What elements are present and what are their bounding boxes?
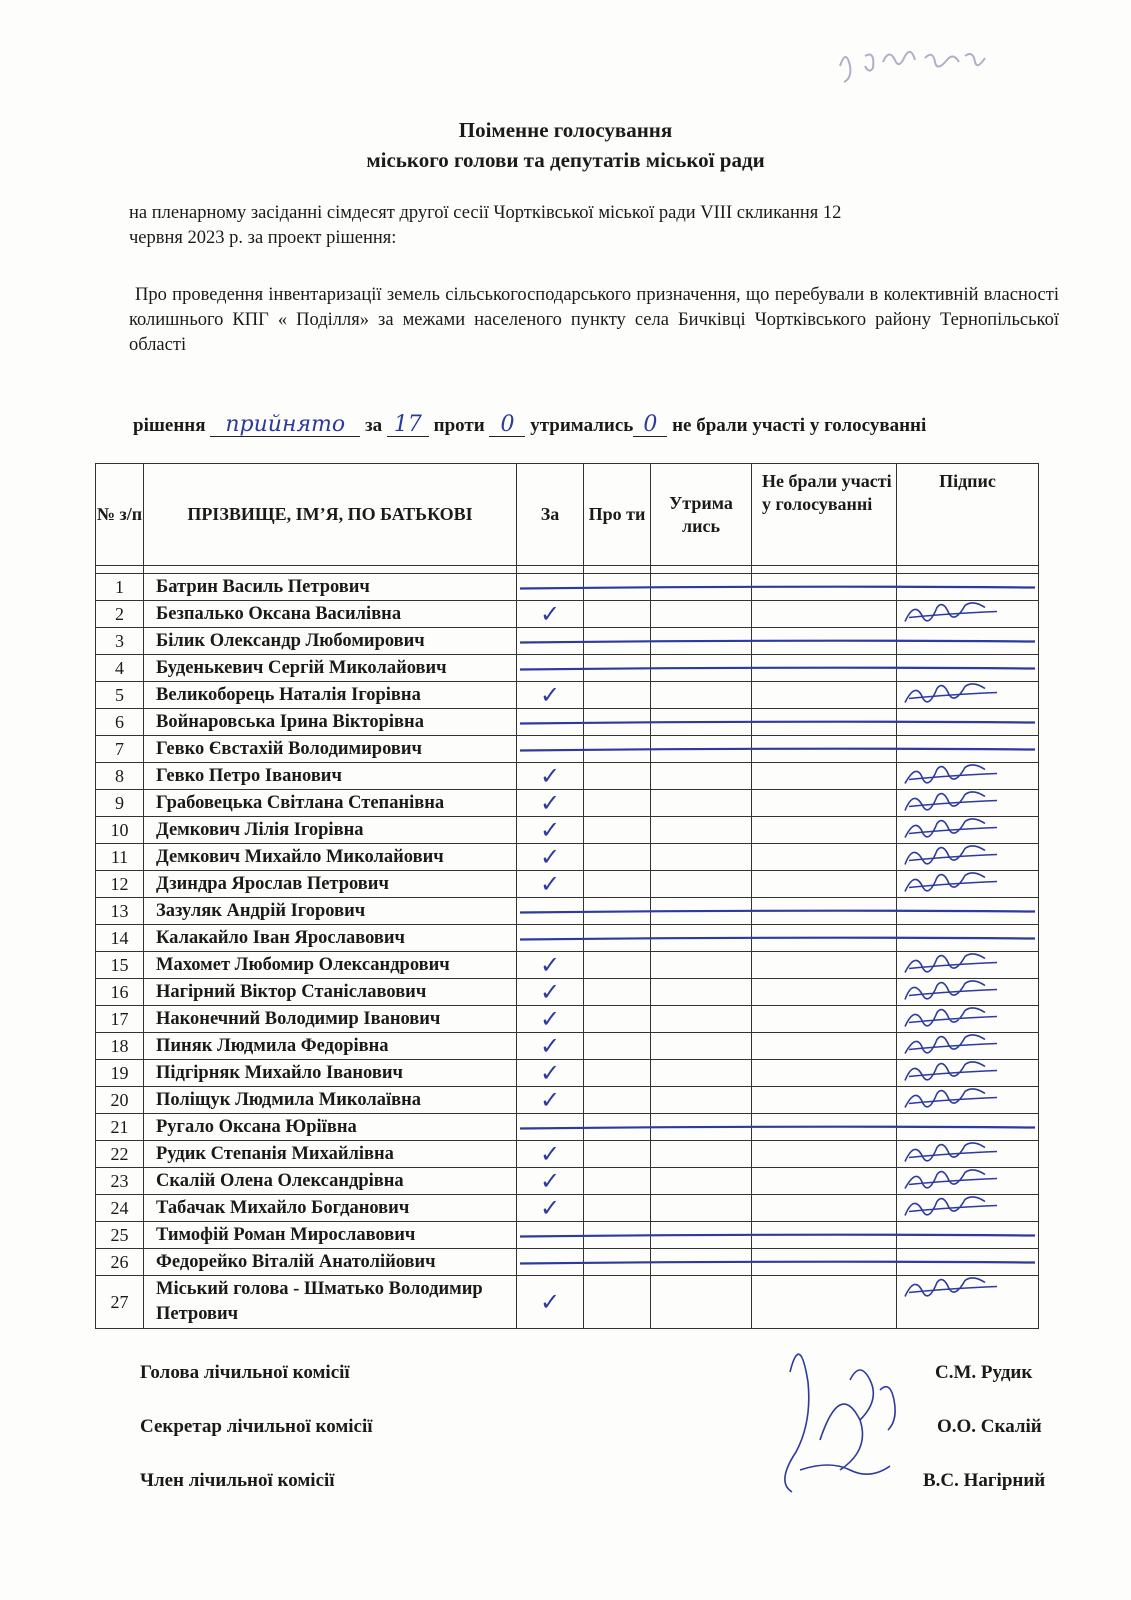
row-abstained xyxy=(651,1141,752,1168)
row-for xyxy=(517,1060,584,1087)
row-not-voted xyxy=(752,1195,897,1222)
row-name: Батрин Василь Петрович xyxy=(144,574,517,601)
row-signature xyxy=(897,871,1039,898)
row-for xyxy=(517,790,584,817)
row-name: Скалій Олена Олександрівна xyxy=(144,1168,517,1195)
row-name: Буденькевич Сергій Миколайович xyxy=(144,655,517,682)
row-signature xyxy=(897,925,1039,952)
row-signature xyxy=(897,655,1039,682)
row-num: 22 xyxy=(96,1141,144,1168)
row-num: 7 xyxy=(96,736,144,763)
row-not-voted xyxy=(752,844,897,871)
draft-decision-subject: Про проведення інвентаризації земель сільськогосподарського призначення, що перебували в колективній власності колишнього КПГ « Поділля» за межами населеного пункту села Бичківці Чортківського району Тернопільської області xyxy=(129,285,1059,355)
check-mark-icon: ✓ xyxy=(539,789,561,817)
intro-line-1: на пленарному засіданні сімдесят другої сесії Чортківської міської ради VIII скликання 12 xyxy=(129,203,842,223)
table-row xyxy=(96,1060,1039,1087)
row-signature xyxy=(897,1276,1039,1329)
row-against xyxy=(584,1114,651,1141)
table-row xyxy=(96,628,1039,655)
row-abstained xyxy=(651,979,752,1006)
row-abstained xyxy=(651,763,752,790)
secretary-name: О.О. Скалій xyxy=(937,1416,1042,1437)
row-num: 8 xyxy=(96,763,144,790)
row-abstained xyxy=(651,655,752,682)
row-num: 5 xyxy=(96,682,144,709)
row-name: Гевко Євстахій Володимирович xyxy=(144,736,517,763)
member-name: В.С. Нагірний xyxy=(923,1470,1046,1491)
row-signature xyxy=(897,1141,1039,1168)
row-for xyxy=(517,1141,584,1168)
table-row xyxy=(96,1249,1039,1276)
row-signature xyxy=(897,844,1039,871)
check-mark-icon: ✓ xyxy=(539,1005,561,1033)
not-voted-label: не брали участі у голосуванні xyxy=(672,415,927,436)
table-row xyxy=(96,979,1039,1006)
row-against xyxy=(584,898,651,925)
table-body xyxy=(96,574,1039,1329)
row-against xyxy=(584,1195,651,1222)
row-abstained xyxy=(651,925,752,952)
row-name: Калакайло Іван Ярославович xyxy=(144,925,517,952)
row-against xyxy=(584,682,651,709)
row-not-voted xyxy=(752,871,897,898)
row-not-voted xyxy=(752,709,897,736)
row-name: Войнаровська Ірина Вікторівна xyxy=(144,709,517,736)
row-num: 24 xyxy=(96,1195,144,1222)
row-num: 17 xyxy=(96,1006,144,1033)
check-mark-icon: ✓ xyxy=(539,1032,561,1060)
row-name: Пиняк Людмила Федорівна xyxy=(144,1033,517,1060)
row-signature xyxy=(897,628,1039,655)
table-row xyxy=(96,1114,1039,1141)
row-abstained xyxy=(651,574,752,601)
row-abstained xyxy=(651,1114,752,1141)
row-signature xyxy=(897,1087,1039,1114)
decision-value: прийнято xyxy=(225,412,346,437)
row-abstained xyxy=(651,952,752,979)
table-row xyxy=(96,952,1039,979)
check-mark-icon: ✓ xyxy=(539,1288,561,1316)
against-count: 0 xyxy=(500,412,515,437)
row-not-voted xyxy=(752,1060,897,1087)
row-abstained xyxy=(651,817,752,844)
row-signature xyxy=(897,817,1039,844)
check-mark-icon: ✓ xyxy=(539,1140,561,1168)
row-name: Наконечний Володимир Іванович xyxy=(144,1006,517,1033)
check-mark-icon: ✓ xyxy=(539,600,561,628)
row-abstained xyxy=(651,601,752,628)
row-abstained xyxy=(651,1195,752,1222)
row-for xyxy=(517,1033,584,1060)
row-not-voted xyxy=(752,898,897,925)
row-signature xyxy=(897,1006,1039,1033)
row-abstained xyxy=(651,1033,752,1060)
chair-name: С.М. Рудик xyxy=(935,1362,1033,1383)
row-against xyxy=(584,1276,651,1329)
row-against xyxy=(584,844,651,871)
table-row xyxy=(96,790,1039,817)
check-mark-icon: ✓ xyxy=(539,1086,561,1114)
row-signature xyxy=(897,601,1039,628)
row-for xyxy=(517,952,584,979)
row-name: Міський голова - Шматько Володимир Петрович xyxy=(144,1276,517,1329)
row-against xyxy=(584,1141,651,1168)
table-row xyxy=(96,1006,1039,1033)
header-abstained: Утрима лись xyxy=(651,464,752,566)
row-for xyxy=(517,682,584,709)
table-row xyxy=(96,817,1039,844)
row-name: Рудик Степанія Михайлівна xyxy=(144,1141,517,1168)
row-signature xyxy=(897,979,1039,1006)
row-num: 12 xyxy=(96,871,144,898)
row-not-voted xyxy=(752,1141,897,1168)
table-row xyxy=(96,574,1039,601)
row-name: Білик Олександр Любомирович xyxy=(144,628,517,655)
row-not-voted xyxy=(752,925,897,952)
row-not-voted xyxy=(752,979,897,1006)
check-mark-icon: ✓ xyxy=(539,1194,561,1222)
row-abstained xyxy=(651,790,752,817)
row-name: Безпалько Оксана Василівна xyxy=(144,601,517,628)
roll-call-table xyxy=(95,463,1039,1329)
row-name: Демкович Михайло Миколайович xyxy=(144,844,517,871)
decision-label: рішення xyxy=(133,415,206,436)
row-for xyxy=(517,925,584,952)
row-not-voted xyxy=(752,628,897,655)
row-not-voted xyxy=(752,574,897,601)
row-name: Демкович Лілія Ігорівна xyxy=(144,817,517,844)
row-not-voted xyxy=(752,952,897,979)
row-for xyxy=(517,1006,584,1033)
row-for xyxy=(517,1249,584,1276)
table-row xyxy=(96,601,1039,628)
table-row xyxy=(96,1168,1039,1195)
row-not-voted xyxy=(752,1168,897,1195)
row-against xyxy=(584,952,651,979)
table-row xyxy=(96,763,1039,790)
abstained-label: утримались xyxy=(530,415,634,436)
row-against xyxy=(584,763,651,790)
row-num: 21 xyxy=(96,1114,144,1141)
row-against xyxy=(584,628,651,655)
row-against xyxy=(584,601,651,628)
row-for xyxy=(517,898,584,925)
row-name: Дзиндра Ярослав Петрович xyxy=(144,871,517,898)
check-mark-icon: ✓ xyxy=(539,816,561,844)
row-against xyxy=(584,1006,651,1033)
handwritten-corner-note xyxy=(835,36,1005,86)
row-for xyxy=(517,763,584,790)
row-abstained xyxy=(651,1168,752,1195)
row-for xyxy=(517,871,584,898)
row-for xyxy=(517,1276,584,1329)
row-against xyxy=(584,1222,651,1249)
check-mark-icon: ✓ xyxy=(539,870,561,898)
commission-signatures xyxy=(785,1354,895,1492)
row-num: 3 xyxy=(96,628,144,655)
row-name: Тимофій Роман Мирославович xyxy=(144,1222,517,1249)
abstained-count: 0 xyxy=(643,412,658,437)
row-name: Гевко Петро Іванович xyxy=(144,763,517,790)
row-num: 16 xyxy=(96,979,144,1006)
row-signature xyxy=(897,1249,1039,1276)
check-mark-icon: ✓ xyxy=(539,1059,561,1087)
row-signature xyxy=(897,898,1039,925)
row-against xyxy=(584,1033,651,1060)
header-signature: Підпис xyxy=(897,464,1039,566)
row-not-voted xyxy=(752,601,897,628)
row-num: 15 xyxy=(96,952,144,979)
table-row xyxy=(96,1222,1039,1249)
row-abstained xyxy=(651,1060,752,1087)
row-against xyxy=(584,1249,651,1276)
secretary-role: Секретар лічильної комісії xyxy=(140,1416,373,1437)
row-name: Грабовецька Світлана Степанівна xyxy=(144,790,517,817)
row-name: Махомет Любомир Олександрович xyxy=(144,952,517,979)
row-signature xyxy=(897,1195,1039,1222)
row-for xyxy=(517,1195,584,1222)
row-name: Федорейко Віталій Анатолійович xyxy=(144,1249,517,1276)
check-mark-icon: ✓ xyxy=(539,951,561,979)
row-abstained xyxy=(651,1222,752,1249)
row-name: Нагірний Віктор Станіславович xyxy=(144,979,517,1006)
header-name: ПРІЗВИЩЕ, ІМ’Я, ПО БАТЬКОВІ xyxy=(144,464,517,566)
check-mark-icon: ✓ xyxy=(539,762,561,790)
row-abstained xyxy=(651,1249,752,1276)
row-name: Поліщук Людмила Миколаївна xyxy=(144,1087,517,1114)
row-for xyxy=(517,574,584,601)
row-signature xyxy=(897,682,1039,709)
row-abstained xyxy=(651,736,752,763)
decision-summary xyxy=(133,414,926,437)
row-against xyxy=(584,925,651,952)
row-abstained xyxy=(651,844,752,871)
row-name: Табачак Михайло Богданович xyxy=(144,1195,517,1222)
row-not-voted xyxy=(752,763,897,790)
row-name: Великоборець Наталія Ігорівна xyxy=(144,682,517,709)
row-abstained xyxy=(651,871,752,898)
check-mark-icon: ✓ xyxy=(539,1167,561,1195)
row-abstained xyxy=(651,628,752,655)
header-num: № з/п xyxy=(96,464,144,566)
row-not-voted xyxy=(752,817,897,844)
header-for: За xyxy=(517,464,584,566)
row-for xyxy=(517,736,584,763)
row-abstained xyxy=(651,1087,752,1114)
row-for xyxy=(517,601,584,628)
for-label: за xyxy=(365,415,383,436)
row-against xyxy=(584,871,651,898)
table-row xyxy=(96,736,1039,763)
row-num: 9 xyxy=(96,790,144,817)
row-num: 25 xyxy=(96,1222,144,1249)
member-role: Член лічильної комісії xyxy=(140,1470,335,1491)
page-title-line-1: Поіменне голосування xyxy=(458,118,673,142)
page-title-line-2: міського голови та депутатів міської ради xyxy=(366,148,765,172)
table-row xyxy=(96,682,1039,709)
table-row xyxy=(96,1087,1039,1114)
row-num: 13 xyxy=(96,898,144,925)
row-for xyxy=(517,628,584,655)
row-signature xyxy=(897,1060,1039,1087)
row-name: Ругало Оксана Юріївна xyxy=(144,1114,517,1141)
row-name: Зазуляк Андрій Ігорович xyxy=(144,898,517,925)
row-not-voted xyxy=(752,790,897,817)
row-abstained xyxy=(651,682,752,709)
table-row xyxy=(96,925,1039,952)
check-mark-icon: ✓ xyxy=(539,843,561,871)
row-not-voted xyxy=(752,1222,897,1249)
row-signature xyxy=(897,736,1039,763)
row-abstained xyxy=(651,709,752,736)
table-row xyxy=(96,709,1039,736)
row-against xyxy=(584,709,651,736)
row-against xyxy=(584,1087,651,1114)
row-num: 20 xyxy=(96,1087,144,1114)
row-against xyxy=(584,979,651,1006)
row-abstained xyxy=(651,898,752,925)
row-for xyxy=(517,709,584,736)
row-for xyxy=(517,1168,584,1195)
row-for xyxy=(517,1222,584,1249)
row-num: 27 xyxy=(96,1276,144,1329)
row-for xyxy=(517,1087,584,1114)
check-mark-icon: ✓ xyxy=(539,978,561,1006)
row-not-voted xyxy=(752,1087,897,1114)
row-num: 14 xyxy=(96,925,144,952)
row-abstained xyxy=(651,1006,752,1033)
row-not-voted xyxy=(752,1033,897,1060)
row-num: 26 xyxy=(96,1249,144,1276)
against-label: проти xyxy=(433,415,485,436)
for-count: 17 xyxy=(393,412,422,437)
table-row xyxy=(96,871,1039,898)
row-num: 6 xyxy=(96,709,144,736)
check-mark-icon: ✓ xyxy=(539,681,561,709)
row-abstained xyxy=(651,1276,752,1329)
row-signature xyxy=(897,709,1039,736)
row-against xyxy=(584,1060,651,1087)
row-not-voted xyxy=(752,736,897,763)
header-against: Про ти xyxy=(584,464,651,566)
row-num: 18 xyxy=(96,1033,144,1060)
row-for xyxy=(517,817,584,844)
row-signature xyxy=(897,1168,1039,1195)
row-not-voted xyxy=(752,1249,897,1276)
row-num: 2 xyxy=(96,601,144,628)
row-not-voted xyxy=(752,1006,897,1033)
row-for xyxy=(517,844,584,871)
row-not-voted xyxy=(752,1114,897,1141)
table-row xyxy=(96,655,1039,682)
row-against xyxy=(584,790,651,817)
chair-role: Голова лічильної комісії xyxy=(140,1362,350,1383)
row-num: 19 xyxy=(96,1060,144,1087)
row-against xyxy=(584,817,651,844)
row-name: Підгірняк Михайло Іванович xyxy=(144,1060,517,1087)
row-not-voted xyxy=(752,655,897,682)
session-intro xyxy=(129,201,1059,251)
row-signature xyxy=(897,952,1039,979)
row-signature xyxy=(897,763,1039,790)
row-num: 23 xyxy=(96,1168,144,1195)
row-signature xyxy=(897,1033,1039,1060)
row-against xyxy=(584,1168,651,1195)
row-not-voted xyxy=(752,682,897,709)
header-not-voted: Не брали участі у голосуванні xyxy=(752,464,897,566)
row-signature xyxy=(897,1114,1039,1141)
row-num: 10 xyxy=(96,817,144,844)
table-row xyxy=(96,844,1039,871)
table-row xyxy=(96,898,1039,925)
row-num: 11 xyxy=(96,844,144,871)
row-num: 4 xyxy=(96,655,144,682)
row-for xyxy=(517,655,584,682)
row-signature xyxy=(897,574,1039,601)
row-against xyxy=(584,655,651,682)
row-signature xyxy=(897,1222,1039,1249)
table-row xyxy=(96,1033,1039,1060)
row-against xyxy=(584,736,651,763)
row-num: 1 xyxy=(96,574,144,601)
intro-line-2: червня 2023 р. за проект рішення: xyxy=(129,228,397,248)
row-not-voted xyxy=(752,1276,897,1329)
table-row xyxy=(96,1195,1039,1222)
table-row xyxy=(96,1141,1039,1168)
row-against xyxy=(584,574,651,601)
table-header-row xyxy=(96,464,1039,566)
table-row xyxy=(96,1276,1039,1329)
row-signature xyxy=(897,790,1039,817)
row-for xyxy=(517,979,584,1006)
row-for xyxy=(517,1114,584,1141)
